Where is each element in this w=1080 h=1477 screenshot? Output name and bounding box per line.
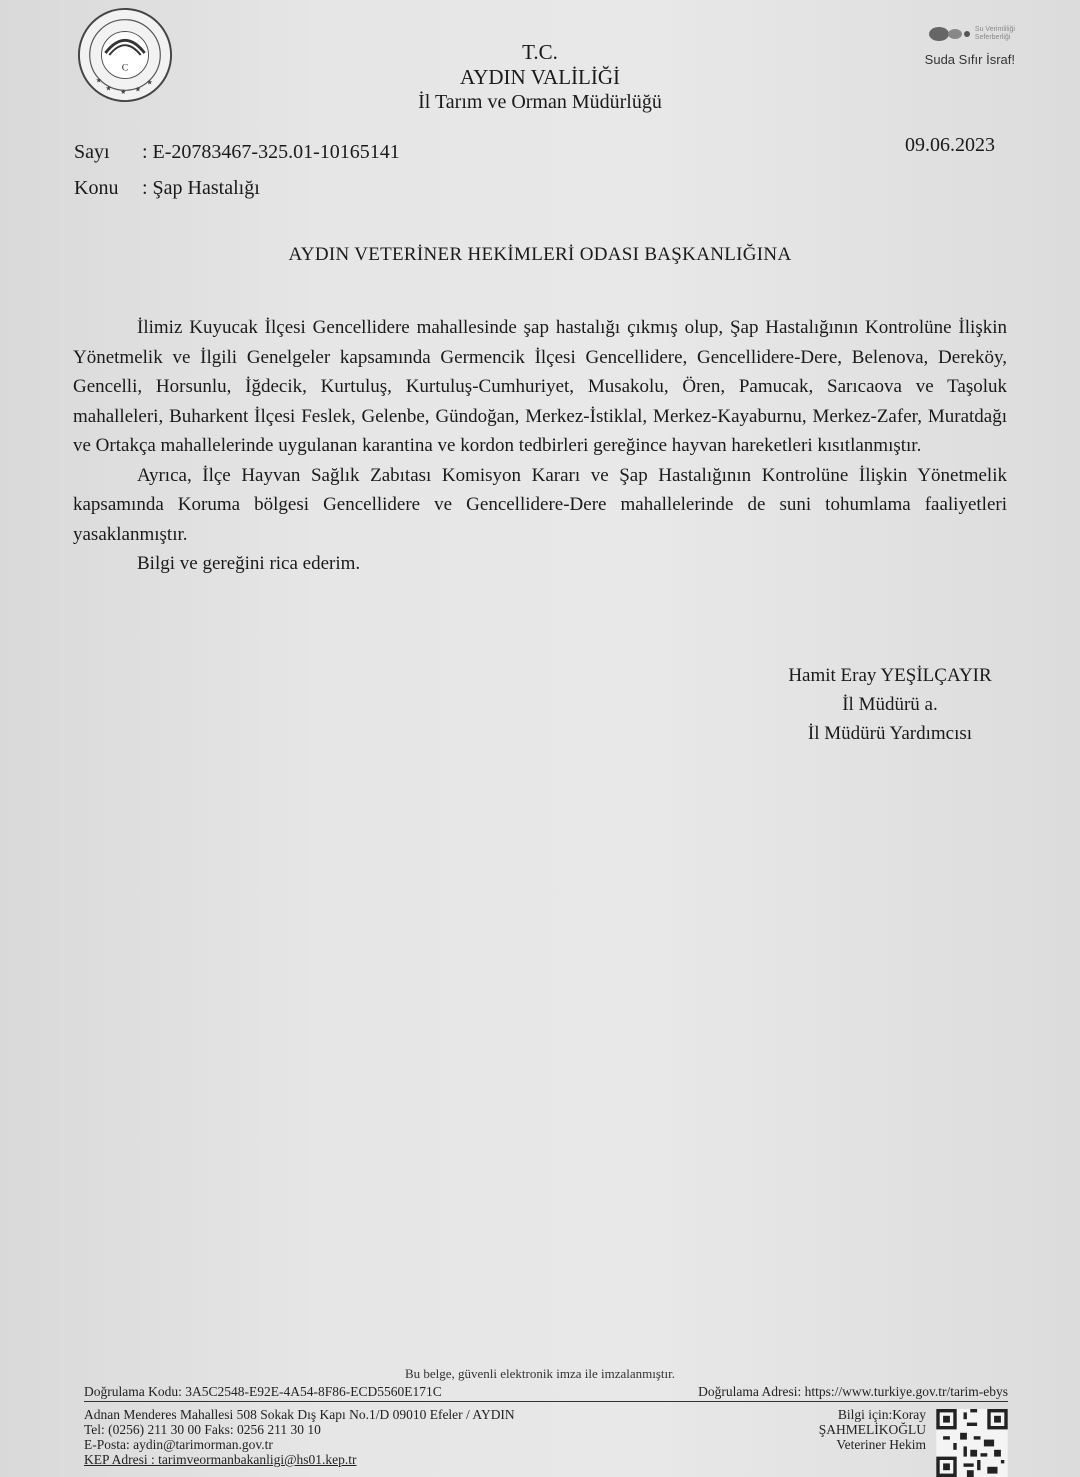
- svg-text:★: ★: [105, 85, 112, 93]
- svg-text:★: ★: [95, 77, 102, 85]
- esign-note: Bu belge, güvenli elektronik imza ile imzalanmıştır.: [404, 1366, 676, 1381]
- verification-address: Doğrulama Adresi: https://www.turkiye.gov.tr/tarim-ebys: [698, 1384, 1008, 1399]
- signer-title-1: İl Müdürü a.: [842, 694, 938, 715]
- qr-code-icon: [936, 1409, 1008, 1477]
- verification-code: Doğrulama Kodu: 3A5C2548-E92E-4A54-8F86-ECD5560E171C: [84, 1384, 442, 1399]
- info-contact: [726, 1407, 926, 1452]
- svg-text:★: ★: [120, 89, 127, 97]
- campaign-small-line1: Su Verimliliği: [974, 26, 1015, 33]
- svg-text:C: C: [121, 62, 129, 74]
- letterhead: [300, 40, 780, 115]
- reference-number-row: [74, 141, 400, 164]
- campaign-logo: [895, 24, 1015, 67]
- body-paragraph-3: Bilgi ve gereğini rica ederim.: [137, 553, 361, 574]
- phone-fax: Tel: (0256) 211 30 00 Faks: 0256 211 30 10: [84, 1422, 321, 1437]
- konu-label: Konu: [74, 177, 119, 199]
- info-label: Bilgi için:Koray: [837, 1407, 926, 1422]
- letter-body: [73, 313, 1007, 579]
- document-date: 09.06.2023: [905, 134, 995, 156]
- footer: [84, 1384, 1008, 1467]
- sayi-value: : E-20783467-325.01-10165141: [142, 141, 400, 163]
- body-paragraph-2: Ayrıca, İlçe Hayvan Sağlık Zabıtası Komisyon Kararı ve Şap Hastalığının Kontrolüne İlişkin Yönetmelik kapsamında Koruma bölgesi Gencellidere ve Gencellidere-Dere mahallelerinde de suni tohumlama faaliyetleri yasaklanmıştır.: [73, 464, 1007, 545]
- info-name: ŞAHMELİKOĞLU: [818, 1422, 926, 1437]
- postal-address: Adnan Menderes Mahallesi 508 Sokak Dış Kapı No.1/D 09010 Efeler / AYDIN: [84, 1407, 515, 1422]
- campaign-small-line2: Seferberliği: [974, 34, 1011, 41]
- verification-line: [84, 1384, 1008, 1402]
- addressee: AYDIN VETERİNER HEKİMLERİ ODASI BAŞKANLIĞINA: [288, 244, 792, 265]
- letterhead-governorship: AYDIN VALİLİĞİ: [459, 65, 621, 89]
- email-address: E-Posta: aydin@tarimorman.gov.tr: [84, 1437, 273, 1452]
- signer-name: Hamit Eray YEŞİLÇAYIR: [788, 665, 992, 686]
- svg-text:★: ★: [146, 79, 153, 87]
- body-paragraph-1: İlimiz Kuyucak İlçesi Gencellidere mahallesinde şap hastalığı çıkmış olup, Şap Hastalığının Kontrolüne İlişkin Yönetmelik ve İlgili Genelgeler kapsamında Germencik İlçesi Gencellidere, Gencellidere-Dere, Belenova, Dereköy, Gencelli, Horsunlu, İğdecik, Kurtuluş, Kurtuluş-Cumhuriyet, Musakolu, Ören, Pamucak, Sarıcaova ve Taşoluk mahalleleri, Buharkent İlçesi Feslek, Gelenbe, Gündoğan, Merkez-İstiklal, Merkez-Kayaburnu, Merkez-Zafer, Muratdağı ve Ortakça mahallelerinde uygulanan karantina ve kordon tedbirleri gereğince hayvan hareketleri kısıtlanmıştır.: [73, 317, 1007, 456]
- kep-address: KEP Adresi : tarimveormanbakanligi@hs01.kep.tr: [84, 1452, 357, 1467]
- info-title: Veteriner Hekim: [836, 1437, 926, 1452]
- contact-address-block: [84, 1407, 644, 1467]
- water-drop-icon: [927, 24, 971, 44]
- svg-text:★: ★: [134, 86, 141, 94]
- konu-value: : Şap Hastalığı: [142, 177, 260, 199]
- subject-row: [74, 177, 260, 200]
- campaign-slogan: Suda Sıfır İsraf!: [924, 52, 1015, 67]
- signer-title-2: İl Müdürü Yardımcısı: [807, 723, 973, 744]
- signature-block: [760, 661, 1020, 748]
- letterhead-tc: T.C.: [522, 40, 558, 64]
- ministry-seal-logo: [76, 6, 174, 104]
- letterhead-directorate: İl Tarım ve Orman Müdürlüğü: [418, 91, 662, 113]
- sayi-label: Sayı: [74, 141, 110, 163]
